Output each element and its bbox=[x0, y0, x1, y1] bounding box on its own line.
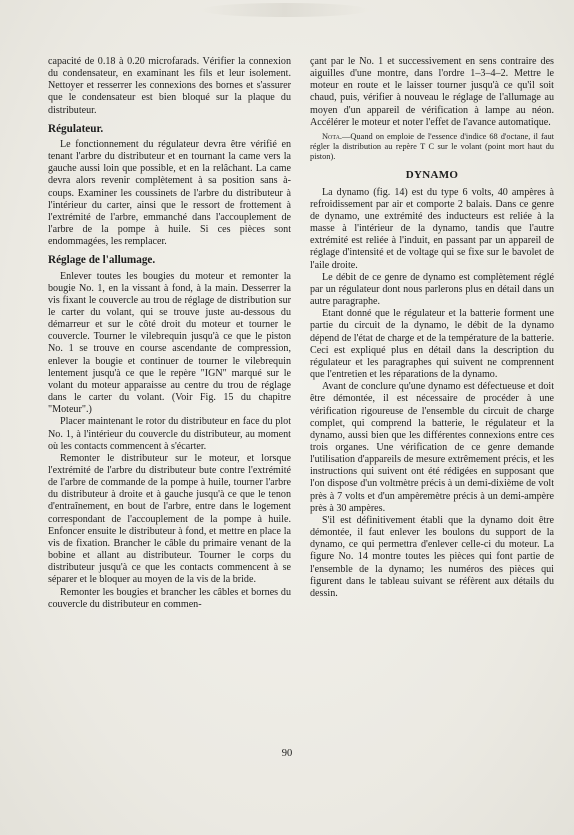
allumage-paragraph-3: Remonter le distributeur sur le moteur, et lorsque l'extrémité de l'arbre du distributeur bute contre l'extrémité de l'arbre de commande de la pompe à huile, tourner l'arbre du distributeur à droite et à gauche jusqu'à ce que le tenon d'entraînement, en bout de l'arbre, entre dans le logement correspondant de l'accouplement de la pompe à huile. Enfoncer ensuite le distributeur à fond, et mettre en place la vis de fixation. Brancher le câble du primaire venant de la bobine et allant au distributeur. Tourner le corps du distributeur jusqu'à ce que les contacts commencent à se séparer et le bloquer au moyen de la vis de la bride. bbox=[48, 452, 291, 586]
allumage-paragraph-4: Remonter les bougies et brancher les câbles et bornes du couvercle du distributeur en commen- bbox=[48, 586, 291, 610]
right-column bbox=[310, 56, 554, 600]
regulateur-paragraph: Le fonctionnement du régulateur devra être vérifié en tenant l'arbre du distributeur et en tournant la came vers la gauche aussi loin que possible, et en la relâchant. La came devra alors revenir complètement à sa position sans à-coups. Examiner les coussinets de l'arbre du distributeur à l'intérieur du carter, ainsi que le ressort de frottement à l'extrémité de l'arbre, emmanché dans l'accouplement de l'arbre de la pompe à huile. Si ces pièces sont endommagées, les remplacer. bbox=[48, 138, 291, 248]
allumage-paragraph-1: Enlever toutes les bougies du moteur et remonter la bougie No. 1, en la vissant à fond, à la main. Desserrer la vis fixant le couvercle au trou de réglage de distribution sur le carter du volant, qui se trouve juste au-dessous du démarreur et sur le côté droit du moteur et tourner le couvercle. Tourner le vilebrequin jusqu'à ce que le piston No. 1 se trouve en course ascendante de compression, enlever la bougie et continuer de tourner le vilebrequin lentement jusqu'à ce que le repère "IGN" marqué sur le volant du moteur apparaisse au centre du trou de réglage dans le carter du volant. (Voir Fig. 15 du chapitre "Moteur".) bbox=[48, 270, 291, 416]
condensateur-paragraph: capacité de 0.18 à 0.20 microfarads. Vérifier la connexion du condensateur, en examinant les fils et leur isolement. Nettoyer et resserrer les connexions des bornes et s'assurer que le condensateur est bien bloqué sur la plaque du distributeur. bbox=[48, 56, 291, 116]
scan-smudge bbox=[200, 3, 370, 17]
page-number: 90 bbox=[281, 748, 293, 759]
nota-text: —Quand on emploie de l'essence d'indice 68 d'octane, il faut régler la distribution au repère T C sur le volant (point mort haut du piston). bbox=[310, 131, 554, 162]
allumage-continuation: çant par le No. 1 et successivement en sens contraire des aiguilles d'une montre, dans l'ordre 1–3–4–2. Mettre le moteur en route et le laisser tourner jusqu'à ce qu'il soit chaud, puis, vérifier à nouveau le réglage de l'allumage au moyen d'un appareil de vérification à lampe au néon. Accélérer le moteur et noter l'effet de l'avance automatique. bbox=[310, 56, 554, 128]
allumage-heading: Réglage de l'allumage. bbox=[48, 254, 156, 267]
dynamo-paragraph-5: S'il est définitivement établi que la dynamo doit être démontée, il faut enlever les boulons du support de la dynamo, ce qui permettra d'enlever celle-ci du moteur. La figure No. 14 montre toutes les pièces qui font partie de l'ensemble de la dynamo; les numéros des pièces qui figurent dans le tableau suivant se réfèrent aux détails du dessin. bbox=[310, 514, 554, 599]
left-column bbox=[48, 56, 291, 611]
regulateur-heading: Régulateur. bbox=[48, 122, 104, 135]
nota-label: Nota. bbox=[322, 131, 342, 141]
dynamo-paragraph-3: Etant donné que le régulateur et la batterie forment une partie du circuit de la dynamo, le débit de la dynamo dépend de l'état de charge et de la température de la batterie. Ceci est expliqué plus en détail dans la description du régulateur et les paragraphes qui suivent ne comprennent que l'entretien et les réparations de la dynamo. bbox=[310, 308, 554, 381]
nota-note bbox=[310, 132, 554, 163]
dynamo-paragraph-2: Le débit de ce genre de dynamo est complètement réglé par un régulateur dont nous parlerons plus en détail dans un autre paragraphe. bbox=[310, 271, 554, 308]
dynamo-heading: DYNAMO bbox=[405, 168, 459, 181]
dynamo-paragraph-4: Avant de conclure qu'une dynamo est défectueuse et doit être démontée, il est nécessaire de procéder à une vérification rigoureuse de l'ensemble du circuit de charge complet, qui comprend la batterie, le régulateur et la dynamo, aussi bien que les différentes connexions entre ces trois organes. Une vérification de ce genre demande l'utilisation d'appareils de mesure extrêmement précis, et les instructions qui suivent ont été rédigées en supposant que l'on dispose d'un voltmètre précis à un demi-dixième de volt près à 7 volts et d'un ampèremètre précis à un demi-ampère près à 30 ampères. bbox=[310, 381, 554, 514]
dynamo-paragraph-1: La dynamo (fig. 14) est du type 6 volts, 40 ampères à refroidissement par air et comporte 2 balais. Dans ce genre de dynamo, une extrémité des inducteurs est reliée à la masse à l'intérieur de la dynamo, tandis que l'autre extrémité est reliée à l'induit, en passant par un appareil de réglage d'intensité et de voltage qui se fixe sur le bavolet de l'aile droite. bbox=[310, 186, 554, 271]
allumage-paragraph-2: Placer maintenant le rotor du distributeur en face du plot No. 1, à l'intérieur du couvercle du distributeur, au moment où les contacts commencent à s'écarter. bbox=[48, 416, 291, 452]
